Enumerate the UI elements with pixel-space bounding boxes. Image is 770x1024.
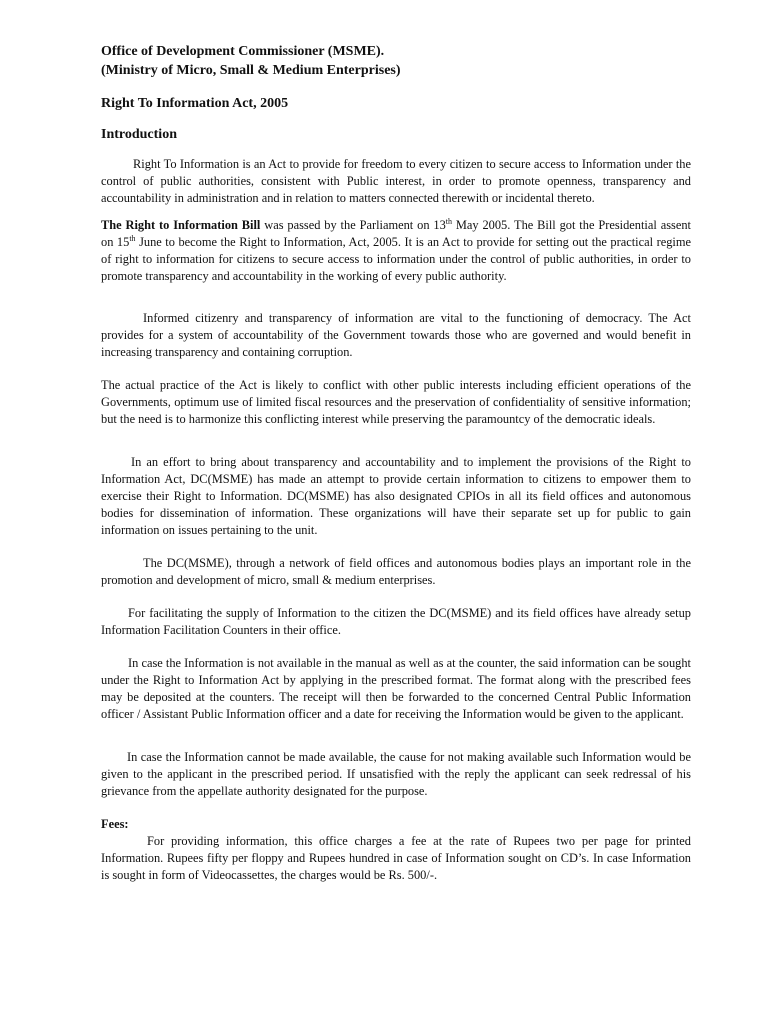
fees-heading: Fees: [101, 817, 129, 831]
bill-text-c: June to become the Right to Information, Act, 2005. It is an Act to provide for setting out the practical regime of right to information for citizens to secure access to information under the control of public authorities, in order to promote transparency and accountability in the working of every public authority. [101, 235, 691, 283]
paragraph-practice: The actual practice of the Act is likely to conflict with other public interests including efficient operations of the Governments, optimum use of limited fiscal resources and the preservation of confidentiality of sensitive information; but the need is to harmonize this conflicting interest while preserving the paramountcy of the democratic ideals. [101, 378, 691, 426]
introduction-heading: Introduction [101, 127, 177, 142]
paragraph-facilitation: For facilitating the supply of Information to the citizen the DC(MSME) and its field offices have already setup Information Facilitation Counters in their office. [101, 606, 691, 637]
document-page [101, 42, 691, 884]
bill-text-a: was passed by the Parliament on 13 [260, 218, 446, 232]
ministry-title: (Ministry of Micro, Small & Medium Enterprises) [101, 63, 401, 78]
paragraph-network: The DC(MSME), through a network of field offices and autonomous bodies plays an important role in the promotion and development of micro, small & medium enterprises. [101, 556, 691, 587]
paragraph-citizenry: Informed citizenry and transparency of information are vital to the functioning of democracy. The Act provides for a system of accountability of the Government towards those who are governed and would benefit in increasing transparency and containing corruption. [101, 311, 691, 359]
paragraph-bill [101, 217, 691, 285]
paragraph-intro: Right To Information is an Act to provide for freedom to every citizen to secure access to Information under the control of public authorities, consistent with Public interest, in order to promote openness, transparency and accountability in administration and in relation to matters connected therewith or incidental thereto. [101, 157, 691, 205]
paragraph-unavailable: In case the Information cannot be made available, the cause for not making available such Information would be given to the applicant in the prescribed period. If unsatisfied with the reply the applicant can seek redressal of his grievance from the appellate authority designated for the purpose. [101, 750, 691, 798]
paragraph-effort: In an effort to bring about transparency and accountability and to implement the provisions of the Right to Information Act, DC(MSME) has made an attempt to provide certain information to citizens to empower them to exercise their Right to Information. DC(MSME) has also designated CPIOs in all its field offices and autonomous bodies for dissemination of information. These organizations will have their separate set up for public to gain information on issues pertaining to the unit. [101, 455, 691, 537]
bill-sup-1: th [445, 216, 453, 226]
act-title: Right To Information Act, 2005 [101, 96, 289, 111]
office-title: Office of Development Commissioner (MSME). [101, 44, 385, 59]
bill-text-b: May 2005. The Bill got the Presidential assent on 15 [101, 218, 691, 249]
paragraph-manual: In case the Information is not available in the manual as well as at the counter, the said information can be sought under the Right to Information Act by applying in the prescribed format. The format along with the prescribed fees may be deposited at the counters. The receipt will then be forwarded to the concerned Central Public Information officer / Assistant Public Information officer and a date for receiving the Information would be given to the applicant. [101, 656, 691, 721]
bill-sup-2: th [129, 233, 136, 243]
paragraph-fees: For providing information, this office charges a fee at the rate of Rupees two per page for printed Information. Rupees fifty per floppy and Rupees hundred in case of Information sought on CD’s. In case Information is sought in form of Videocassettes, the charges would be Rs. 500/-. [101, 834, 691, 882]
bill-bold-text: The Right to Information Bill [101, 218, 261, 232]
